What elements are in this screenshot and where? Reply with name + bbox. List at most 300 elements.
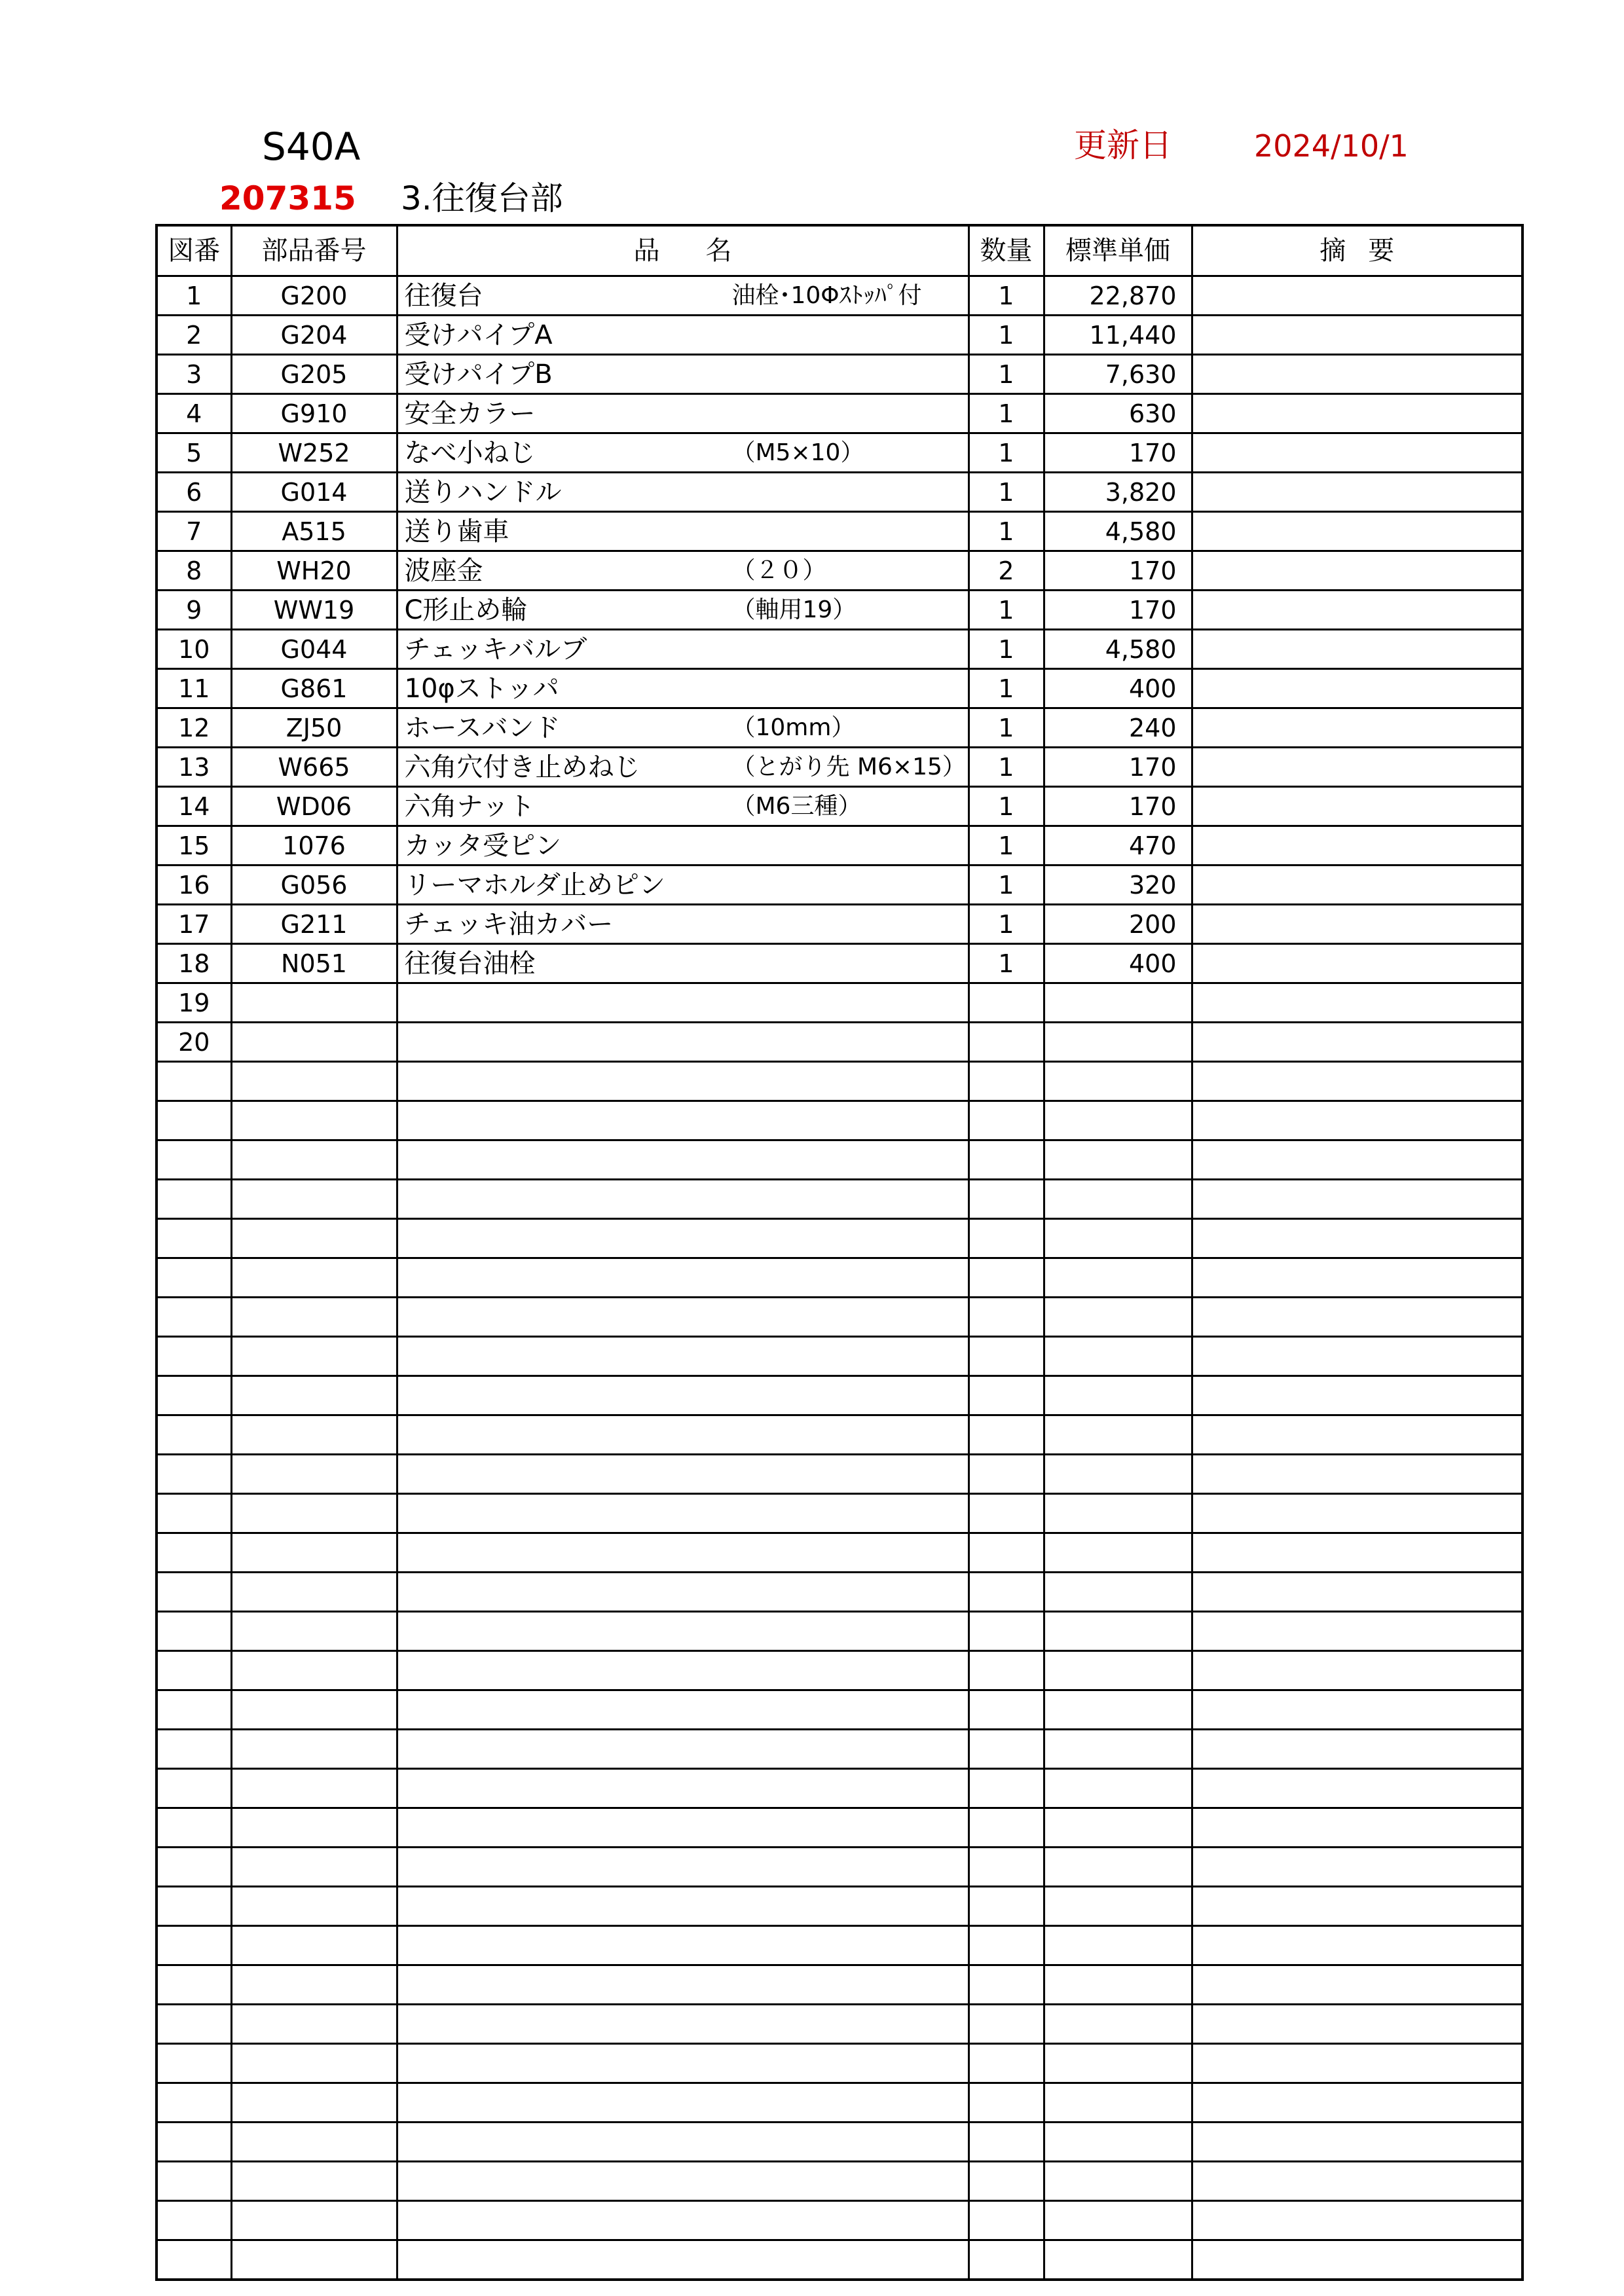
figure-no-cell bbox=[157, 2201, 231, 2240]
qty-cell: 1 bbox=[969, 433, 1044, 473]
figure-no-cell bbox=[157, 1494, 231, 1533]
qty-cell bbox=[969, 1140, 1044, 1180]
part-no-cell bbox=[231, 1337, 397, 1376]
part-name-cell bbox=[397, 1730, 969, 1769]
part-no-cell bbox=[231, 2201, 397, 2240]
price-cell: 200 bbox=[1044, 905, 1192, 944]
qty-cell bbox=[969, 1062, 1044, 1101]
table-row bbox=[157, 2201, 1522, 2240]
remarks-cell bbox=[1192, 355, 1522, 394]
part-no-cell bbox=[231, 1612, 397, 1651]
table-row bbox=[157, 905, 1522, 944]
figure-no-cell bbox=[157, 1258, 231, 1298]
part-name-cell bbox=[397, 2083, 969, 2123]
part-no-cell bbox=[231, 1651, 397, 1690]
col-header-remarks bbox=[1192, 225, 1522, 276]
table-row bbox=[157, 708, 1522, 748]
part-name: 波座金 bbox=[404, 555, 483, 586]
part-name-cell bbox=[397, 905, 969, 944]
table-row bbox=[157, 473, 1522, 512]
figure-no-cell bbox=[157, 1337, 231, 1376]
update-date: 2024/10/1 bbox=[1254, 128, 1409, 164]
price-cell: 170 bbox=[1044, 591, 1192, 630]
remarks-cell bbox=[1192, 1140, 1522, 1180]
qty-cell bbox=[969, 2240, 1044, 2280]
price-cell bbox=[1044, 2123, 1192, 2162]
part-name: 10φストッパ bbox=[404, 673, 559, 704]
qty-cell bbox=[969, 1808, 1044, 1848]
part-name-cell bbox=[397, 316, 969, 355]
qty-cell bbox=[969, 1415, 1044, 1455]
figure-no-cell bbox=[157, 2083, 231, 2123]
part-spec: （とがり先 M6×15） bbox=[731, 753, 966, 780]
figure-no-cell: 19 bbox=[157, 983, 231, 1023]
table-row bbox=[157, 551, 1522, 591]
part-name-cell bbox=[397, 1258, 969, 1298]
part-no-cell: 1076 bbox=[231, 826, 397, 866]
remarks-cell bbox=[1192, 630, 1522, 669]
part-spec: （M6三種） bbox=[731, 792, 862, 820]
price-cell bbox=[1044, 1494, 1192, 1533]
remarks-cell bbox=[1192, 316, 1522, 355]
figure-no-cell bbox=[157, 1062, 231, 1101]
qty-cell bbox=[969, 2201, 1044, 2240]
figure-no-cell: 1 bbox=[157, 276, 231, 316]
remarks-cell bbox=[1192, 1848, 1522, 1887]
part-no-cell bbox=[231, 1023, 397, 1062]
table-row bbox=[157, 1258, 1522, 1298]
part-no-cell bbox=[231, 1730, 397, 1769]
price-cell bbox=[1044, 1769, 1192, 1808]
part-name-cell bbox=[397, 1573, 969, 1612]
figure-no-cell: 20 bbox=[157, 1023, 231, 1062]
part-name-cell bbox=[397, 2005, 969, 2044]
table-row bbox=[157, 1808, 1522, 1848]
qty-cell: 1 bbox=[969, 276, 1044, 316]
figure-no-cell bbox=[157, 1612, 231, 1651]
part-no-cell bbox=[231, 2044, 397, 2083]
part-name-cell bbox=[397, 355, 969, 394]
price-cell bbox=[1044, 1062, 1192, 1101]
figure-no-cell bbox=[157, 1140, 231, 1180]
qty-cell: 1 bbox=[969, 669, 1044, 708]
price-cell: 470 bbox=[1044, 826, 1192, 866]
figure-no-cell: 3 bbox=[157, 355, 231, 394]
qty-cell bbox=[969, 1298, 1044, 1337]
table-row bbox=[157, 1573, 1522, 1612]
table-row bbox=[157, 983, 1522, 1023]
part-name: 往復台油栓 bbox=[404, 948, 536, 979]
col-header-name-b: 名 bbox=[705, 236, 732, 266]
figure-no-cell: 13 bbox=[157, 748, 231, 787]
part-name-cell bbox=[397, 1298, 969, 1337]
remarks-cell bbox=[1192, 1298, 1522, 1337]
remarks-cell bbox=[1192, 1573, 1522, 1612]
part-no-cell bbox=[231, 1494, 397, 1533]
qty-cell bbox=[969, 1730, 1044, 1769]
remarks-cell bbox=[1192, 394, 1522, 433]
part-no-cell bbox=[231, 2123, 397, 2162]
part-no-cell bbox=[231, 1376, 397, 1415]
part-no-cell: G205 bbox=[231, 355, 397, 394]
part-name-cell bbox=[397, 591, 969, 630]
part-name-cell bbox=[397, 1926, 969, 1965]
price-cell: 170 bbox=[1044, 748, 1192, 787]
remarks-cell bbox=[1192, 1494, 1522, 1533]
remarks-cell bbox=[1192, 1808, 1522, 1848]
figure-no-cell: 7 bbox=[157, 512, 231, 551]
figure-no-cell: 15 bbox=[157, 826, 231, 866]
figure-no-cell: 16 bbox=[157, 866, 231, 905]
figure-no-cell: 5 bbox=[157, 433, 231, 473]
figure-no-cell bbox=[157, 1533, 231, 1573]
section-title: 3.往復台部 bbox=[401, 179, 563, 217]
table-row bbox=[157, 1887, 1522, 1926]
qty-cell: 1 bbox=[969, 748, 1044, 787]
price-cell bbox=[1044, 1376, 1192, 1415]
qty-cell bbox=[969, 1926, 1044, 1965]
table-row bbox=[157, 1612, 1522, 1651]
part-no-cell bbox=[231, 1101, 397, 1140]
part-name: 安全カラー bbox=[404, 398, 536, 429]
part-no-cell bbox=[231, 1062, 397, 1101]
part-no-cell bbox=[231, 1533, 397, 1573]
qty-cell bbox=[969, 1455, 1044, 1494]
part-name: なべ小ねじ bbox=[404, 437, 536, 468]
qty-cell bbox=[969, 983, 1044, 1023]
table-row bbox=[157, 630, 1522, 669]
part-no-cell: A515 bbox=[231, 512, 397, 551]
table-row bbox=[157, 1965, 1522, 2005]
part-name-cell bbox=[397, 433, 969, 473]
qty-cell: 1 bbox=[969, 708, 1044, 748]
table-row bbox=[157, 1730, 1522, 1769]
remarks-cell bbox=[1192, 2044, 1522, 2083]
price-cell bbox=[1044, 1926, 1192, 1965]
table-row bbox=[157, 2005, 1522, 2044]
qty-cell: 1 bbox=[969, 866, 1044, 905]
part-no-cell bbox=[231, 1258, 397, 1298]
figure-no-cell bbox=[157, 1965, 231, 2005]
part-name-cell bbox=[397, 1690, 969, 1730]
qty-cell: 1 bbox=[969, 591, 1044, 630]
remarks-cell bbox=[1192, 866, 1522, 905]
remarks-cell bbox=[1192, 2083, 1522, 2123]
part-name-cell bbox=[397, 748, 969, 787]
price-cell bbox=[1044, 1848, 1192, 1887]
part-spec: 油栓･10Φｽﾄｯﾊﾟ付 bbox=[731, 282, 922, 309]
remarks-cell bbox=[1192, 1258, 1522, 1298]
figure-no-cell bbox=[157, 2123, 231, 2162]
remarks-cell bbox=[1192, 1062, 1522, 1101]
part-no-cell: W252 bbox=[231, 433, 397, 473]
part-name-cell bbox=[397, 1376, 969, 1415]
part-name: 受けパイプA bbox=[404, 319, 553, 350]
figure-no-cell bbox=[157, 1219, 231, 1258]
table-row bbox=[157, 1848, 1522, 1887]
figure-no-cell bbox=[157, 1101, 231, 1140]
table-row bbox=[157, 2044, 1522, 2083]
part-no-cell bbox=[231, 1690, 397, 1730]
qty-cell: 1 bbox=[969, 394, 1044, 433]
figure-no-cell: 4 bbox=[157, 394, 231, 433]
part-name-cell bbox=[397, 983, 969, 1023]
qty-cell bbox=[969, 1612, 1044, 1651]
figure-no-cell bbox=[157, 1848, 231, 1887]
remarks-cell bbox=[1192, 2005, 1522, 2044]
table-row bbox=[157, 1926, 1522, 1965]
table-row bbox=[157, 1376, 1522, 1415]
figure-no-cell: 18 bbox=[157, 944, 231, 983]
price-cell bbox=[1044, 1415, 1192, 1455]
part-name-cell bbox=[397, 1965, 969, 2005]
figure-no-cell bbox=[157, 1808, 231, 1848]
remarks-cell bbox=[1192, 1769, 1522, 1808]
figure-no-cell bbox=[157, 2162, 231, 2201]
part-name-cell bbox=[397, 512, 969, 551]
figure-no-cell bbox=[157, 1376, 231, 1415]
price-cell bbox=[1044, 1455, 1192, 1494]
part-name-cell bbox=[397, 1023, 969, 1062]
qty-cell bbox=[969, 1023, 1044, 1062]
qty-cell: 1 bbox=[969, 944, 1044, 983]
part-name-cell bbox=[397, 1062, 969, 1101]
model-name: S40A bbox=[262, 124, 361, 169]
price-cell bbox=[1044, 1298, 1192, 1337]
part-name-cell bbox=[397, 787, 969, 826]
table-row bbox=[157, 1337, 1522, 1376]
figure-no-cell bbox=[157, 2044, 231, 2083]
part-no-cell bbox=[231, 1926, 397, 1965]
col-header-part-no: 部品番号 bbox=[231, 225, 397, 276]
table-row bbox=[157, 2240, 1522, 2280]
part-name: チェッキ油カバー bbox=[404, 909, 614, 939]
remarks-cell bbox=[1192, 1730, 1522, 1769]
catalog-code: 207315 bbox=[219, 179, 356, 217]
remarks-cell bbox=[1192, 944, 1522, 983]
part-name: ホースバンド bbox=[404, 712, 561, 743]
remarks-cell bbox=[1192, 983, 1522, 1023]
qty-cell: 1 bbox=[969, 630, 1044, 669]
part-name-cell bbox=[397, 1337, 969, 1376]
qty-cell: 1 bbox=[969, 826, 1044, 866]
qty-cell bbox=[969, 2044, 1044, 2083]
part-no-cell: WD06 bbox=[231, 787, 397, 826]
remarks-cell bbox=[1192, 1690, 1522, 1730]
table-row bbox=[157, 1651, 1522, 1690]
price-cell: 11,440 bbox=[1044, 316, 1192, 355]
part-no-cell: WH20 bbox=[231, 551, 397, 591]
part-name-cell bbox=[397, 630, 969, 669]
remarks-cell bbox=[1192, 1887, 1522, 1926]
qty-cell bbox=[969, 1258, 1044, 1298]
figure-no-cell: 17 bbox=[157, 905, 231, 944]
price-cell bbox=[1044, 1651, 1192, 1690]
figure-no-cell bbox=[157, 1690, 231, 1730]
part-name-cell bbox=[397, 2201, 969, 2240]
part-name-cell bbox=[397, 2240, 969, 2280]
figure-no-cell: 14 bbox=[157, 787, 231, 826]
price-cell: 170 bbox=[1044, 787, 1192, 826]
price-cell: 4,580 bbox=[1044, 630, 1192, 669]
part-name-cell bbox=[397, 866, 969, 905]
price-cell bbox=[1044, 1337, 1192, 1376]
figure-no-cell bbox=[157, 1730, 231, 1769]
part-name-cell bbox=[397, 1769, 969, 1808]
part-no-cell bbox=[231, 2162, 397, 2201]
figure-no-cell: 10 bbox=[157, 630, 231, 669]
part-no-cell: WW19 bbox=[231, 591, 397, 630]
remarks-cell bbox=[1192, 1023, 1522, 1062]
price-cell: 7,630 bbox=[1044, 355, 1192, 394]
table-row bbox=[157, 1494, 1522, 1533]
price-cell: 170 bbox=[1044, 551, 1192, 591]
price-cell bbox=[1044, 1140, 1192, 1180]
col-header-name bbox=[397, 225, 969, 276]
figure-no-cell: 2 bbox=[157, 316, 231, 355]
part-no-cell bbox=[231, 1455, 397, 1494]
price-cell: 400 bbox=[1044, 669, 1192, 708]
qty-cell bbox=[969, 1690, 1044, 1730]
price-cell bbox=[1044, 2240, 1192, 2280]
price-cell bbox=[1044, 1258, 1192, 1298]
part-name-cell bbox=[397, 394, 969, 433]
remarks-cell bbox=[1192, 2162, 1522, 2201]
price-cell: 22,870 bbox=[1044, 276, 1192, 316]
part-name-cell bbox=[397, 1140, 969, 1180]
price-cell: 240 bbox=[1044, 708, 1192, 748]
part-name-cell bbox=[397, 2044, 969, 2083]
table-row bbox=[157, 826, 1522, 866]
price-cell bbox=[1044, 983, 1192, 1023]
remarks-cell bbox=[1192, 748, 1522, 787]
col-header-price: 標準単価 bbox=[1044, 225, 1192, 276]
table-row bbox=[157, 787, 1522, 826]
table-row bbox=[157, 1455, 1522, 1494]
part-name-cell bbox=[397, 1533, 969, 1573]
col-header-remarks-a: 摘 bbox=[1320, 236, 1346, 266]
part-no-cell bbox=[231, 1140, 397, 1180]
price-cell: 170 bbox=[1044, 433, 1192, 473]
figure-no-cell: 9 bbox=[157, 591, 231, 630]
table-row bbox=[157, 433, 1522, 473]
figure-no-cell bbox=[157, 1573, 231, 1612]
remarks-cell bbox=[1192, 708, 1522, 748]
table-row bbox=[157, 1062, 1522, 1101]
figure-no-cell: 8 bbox=[157, 551, 231, 591]
qty-cell bbox=[969, 1180, 1044, 1219]
price-cell bbox=[1044, 1573, 1192, 1612]
price-cell: 3,820 bbox=[1044, 473, 1192, 512]
table-row bbox=[157, 1415, 1522, 1455]
remarks-cell bbox=[1192, 1926, 1522, 1965]
table-row bbox=[157, 512, 1522, 551]
part-name: 受けパイプB bbox=[404, 359, 553, 390]
qty-cell: 1 bbox=[969, 316, 1044, 355]
part-spec: （軸用19） bbox=[731, 596, 857, 623]
table-row bbox=[157, 1298, 1522, 1337]
qty-cell bbox=[969, 1769, 1044, 1808]
part-name: カッタ受ピン bbox=[404, 830, 562, 861]
remarks-cell bbox=[1192, 905, 1522, 944]
part-name: C形止め輪 bbox=[404, 594, 528, 625]
price-cell bbox=[1044, 2201, 1192, 2240]
part-spec: （２０） bbox=[731, 556, 826, 584]
update-label: 更新日 bbox=[1074, 126, 1172, 164]
part-name-cell bbox=[397, 551, 969, 591]
table-row bbox=[157, 2083, 1522, 2123]
table-row bbox=[157, 866, 1522, 905]
figure-no-cell bbox=[157, 1455, 231, 1494]
table-row bbox=[157, 1023, 1522, 1062]
remarks-cell bbox=[1192, 2201, 1522, 2240]
table-header-row bbox=[157, 225, 1522, 276]
price-cell: 4,580 bbox=[1044, 512, 1192, 551]
part-name: 六角ナット bbox=[404, 791, 535, 822]
part-no-cell: G056 bbox=[231, 866, 397, 905]
part-no-cell: G861 bbox=[231, 669, 397, 708]
remarks-cell bbox=[1192, 276, 1522, 316]
price-cell: 400 bbox=[1044, 944, 1192, 983]
remarks-cell bbox=[1192, 1612, 1522, 1651]
qty-cell bbox=[969, 1887, 1044, 1926]
qty-cell bbox=[969, 1848, 1044, 1887]
remarks-cell bbox=[1192, 1415, 1522, 1455]
remarks-cell bbox=[1192, 512, 1522, 551]
part-name-cell bbox=[397, 1612, 969, 1651]
part-name-cell bbox=[397, 1415, 969, 1455]
table-row bbox=[157, 1180, 1522, 1219]
remarks-cell bbox=[1192, 787, 1522, 826]
part-no-cell: G211 bbox=[231, 905, 397, 944]
figure-no-cell: 11 bbox=[157, 669, 231, 708]
parts-table bbox=[155, 224, 1524, 2281]
table-row bbox=[157, 669, 1522, 708]
figure-no-cell bbox=[157, 1298, 231, 1337]
part-no-cell bbox=[231, 983, 397, 1023]
table-row bbox=[157, 1101, 1522, 1140]
qty-cell bbox=[969, 1219, 1044, 1258]
table-row bbox=[157, 1690, 1522, 1730]
part-name: チェッキバルブ bbox=[404, 634, 587, 665]
part-name-cell bbox=[397, 1219, 969, 1258]
figure-no-cell bbox=[157, 2005, 231, 2044]
remarks-cell bbox=[1192, 1533, 1522, 1573]
price-cell: 630 bbox=[1044, 394, 1192, 433]
qty-cell: 1 bbox=[969, 473, 1044, 512]
remarks-cell bbox=[1192, 1376, 1522, 1415]
parts-table-body bbox=[157, 276, 1522, 2280]
part-name-cell bbox=[397, 1101, 969, 1140]
part-no-cell bbox=[231, 1965, 397, 2005]
table-row bbox=[157, 355, 1522, 394]
figure-no-cell bbox=[157, 1769, 231, 1808]
part-no-cell: G044 bbox=[231, 630, 397, 669]
part-name-cell bbox=[397, 944, 969, 983]
price-cell bbox=[1044, 1690, 1192, 1730]
part-name: 往復台 bbox=[404, 280, 483, 311]
qty-cell bbox=[969, 1651, 1044, 1690]
qty-cell: 1 bbox=[969, 787, 1044, 826]
part-no-cell: G014 bbox=[231, 473, 397, 512]
remarks-cell bbox=[1192, 1337, 1522, 1376]
qty-cell bbox=[969, 1533, 1044, 1573]
figure-no-cell: 12 bbox=[157, 708, 231, 748]
table-row bbox=[157, 316, 1522, 355]
part-no-cell: G204 bbox=[231, 316, 397, 355]
price-cell bbox=[1044, 2005, 1192, 2044]
figure-no-cell bbox=[157, 1651, 231, 1690]
